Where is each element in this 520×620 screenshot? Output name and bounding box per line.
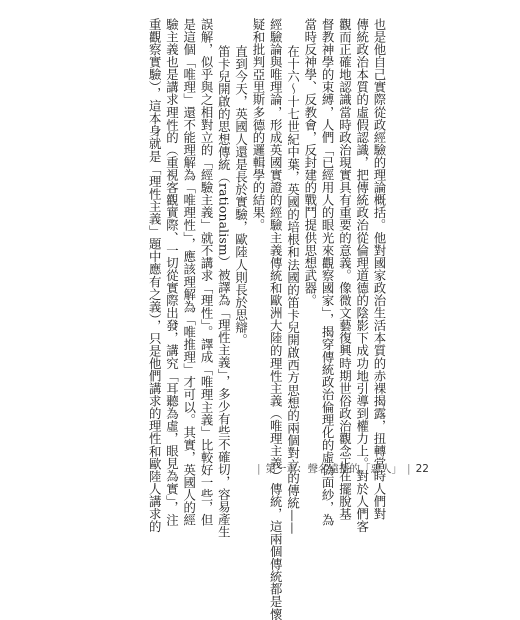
text-column: 疑和批判亞里斯多德的邏輯學的結果。 [250, 18, 266, 232]
page-footer [252, 461, 429, 476]
text-column: 重觀察實驗），這本身就是「理性主義」題中應有之義），只是他們講求的理性和歐陸人講求的 [147, 18, 163, 533]
text-column: 笛卡兒開啟的思想傳統（rationalism）被譯為「理性主義」，多少有些不確切，容易產生 [216, 45, 232, 539]
text-column: 觀而正確地認識當時政治現實具有重要的意義。像微文藝復興時期世俗政治觀念正在擺脫基 [337, 18, 353, 520]
text-column: 是這個「唯理」還不能理解為「唯理性」，應該理解為「唯推理」才可以。其實，英國人的經 [181, 18, 197, 527]
text-column: 直到今天，英國人還是長於實驗，歐陸人則長於思辯。 [233, 45, 249, 347]
text-column: 督教神學的束縛，人們「已經用人的眼光來觀察國家」，揭穿傳統政治倫理化的虛偽面紗，為 [320, 18, 336, 527]
page-number: 22 [415, 463, 429, 475]
footer-divider: | [257, 463, 261, 475]
text-column: 在十六～十七世紀中葉，英國的培根和法國的笛卡兒開啟西方思想的兩個對立的傳統—— [285, 45, 301, 535]
text-column: 當時反神學、反教會，反封建的戰鬥提供思想武器。 [302, 18, 318, 307]
chapter-title: 第一章：聲名遠播的「惡人」 [265, 463, 403, 475]
text-column: 傳統政治本質的虛假認識，把傳統政治從倫理道德的陰影下成功地引導到權力上。對於人們客 [354, 18, 370, 533]
text-column: 誤解，似乎與之相對立的「經驗主義」就不講求「理性」。譯成「唯理主義」比較好一些，但 [199, 18, 215, 527]
text-column: 經驗論與唯理論，形成英國實證的經驗主義傳統和歐洲大陸的理性主義（唯理主義）傳統，這兩個傳統都是懷 [268, 18, 284, 620]
text-column: 驗主義也是講求理性的（重視客觀實際、一切從實際出發，講究「耳聽為虛，眼見為實」，注 [164, 18, 180, 527]
text-column: 也是他自己實際從政經驗的理論概括。他對國家政治生活本質的赤裸揭露，扭轉當時人們對 [372, 18, 387, 520]
footer-divider: | [407, 463, 411, 475]
